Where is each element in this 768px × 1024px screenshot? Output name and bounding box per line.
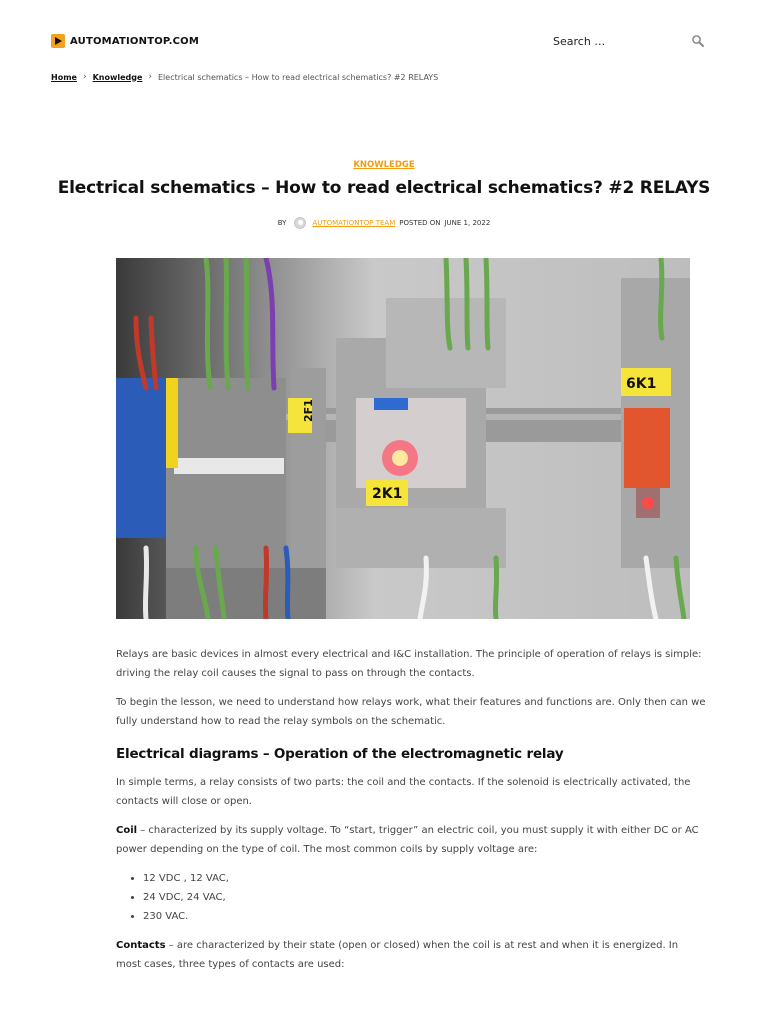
meta-posted-on: POSTED ON <box>399 219 441 227</box>
label-2f1: 2F1 <box>302 399 315 422</box>
coil-term: Coil <box>116 825 138 836</box>
search-form <box>553 30 705 52</box>
site-header <box>0 0 768 70</box>
article-content <box>116 645 706 984</box>
meta-by: BY <box>277 219 287 227</box>
chevron-right-icon: › <box>148 72 152 82</box>
breadcrumb-home-link[interactable]: Home <box>51 72 77 82</box>
search-icon <box>691 34 705 48</box>
label-6k1: 6K1 <box>626 376 657 392</box>
chevron-right-icon: › <box>82 72 87 82</box>
featured-image <box>116 258 690 619</box>
article-category <box>0 154 768 172</box>
list-item: • 12 VDC , 12 VAC, <box>143 869 706 888</box>
coil-voltage-list <box>143 869 706 926</box>
site-logo[interactable] <box>51 34 199 48</box>
author-avatar <box>294 217 306 229</box>
contacts-paragraph <box>116 936 706 974</box>
list-item: • 230 VAC. <box>143 907 706 926</box>
label-2k1: 2K1 <box>372 486 403 502</box>
category-link[interactable]: KNOWLEDGE <box>353 160 415 170</box>
play-logo-icon <box>51 34 65 48</box>
article-title: Electrical schematics – How to read electrical schematics? #2 RELAYS <box>57 178 711 198</box>
article-meta <box>0 217 768 229</box>
breadcrumb-current: Electrical schematics – How to read electrical schematics? #2 RELAYS <box>158 72 439 82</box>
meta-date: JUNE 1, 2022 <box>444 219 491 227</box>
coil-text: – characterized by its supply voltage. To “start, trigger” an electric coil, you must supply it with either DC or AC power depending on the type of coil. The most common coils by supply voltage are: <box>116 825 699 855</box>
contacts-term: Contacts <box>116 940 166 951</box>
breadcrumb <box>51 72 438 82</box>
section-heading: Electrical diagrams – Operation of the electromagnetic relay <box>116 746 564 762</box>
relay-panel-illustration <box>116 258 690 619</box>
contacts-text: – are characterized by their state (open or closed) when the coil is at rest and when it is energized. In most cases, three types of contacts are used: <box>116 940 679 970</box>
logo-text: AUTOMATIONTOP.COM <box>70 35 200 47</box>
coil-paragraph <box>116 821 706 859</box>
author-link[interactable]: AUTOMATIONTOP TEAM <box>312 219 396 227</box>
section-paragraph: In simple terms, a relay consists of two parts: the coil and the contacts. If the solenoid is electrically activated, the contacts will close or open. <box>116 777 691 807</box>
intro-paragraph-1: Relays are basic devices in almost every electrical and I&C installation. The principle of operation of relays is simple: driving the relay coil causes the signal to pass on through the contacts. <box>116 649 702 679</box>
breadcrumb-knowledge-link[interactable]: Knowledge <box>92 72 143 82</box>
search-input[interactable] <box>553 35 683 48</box>
intro-paragraph-2: To begin the lesson, we need to understand how relays work, what their features and functions are. Only then can we fully understand how to read the relay symbols on the schematic. <box>116 697 706 727</box>
search-button[interactable] <box>691 34 705 48</box>
list-item: • 24 VDC, 24 VAC, <box>143 888 706 907</box>
